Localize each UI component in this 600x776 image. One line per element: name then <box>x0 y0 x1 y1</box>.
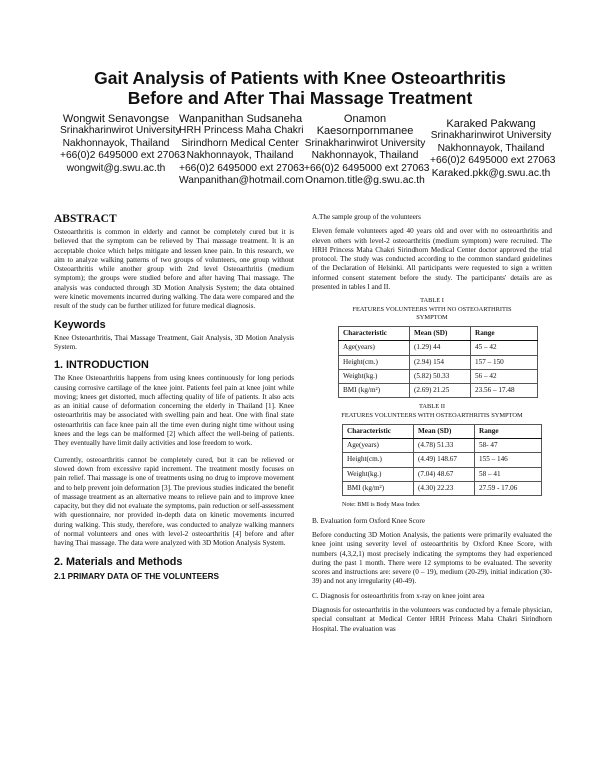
author-block-1 <box>60 113 186 175</box>
table-cell: BMI (kg/m²) <box>339 384 410 398</box>
table-cell: 45 – 42 <box>471 341 538 355</box>
table-cell: Height(cm.) <box>339 355 410 369</box>
author-location: Nakhonnayok, Thailand <box>62 137 170 149</box>
author-phone: +66(0)2 6495000 ext 27063 <box>304 162 430 174</box>
author-affiliation: HRH Princess Maha Chakri <box>179 125 304 137</box>
introduction-paragraph-2: Currently, osteoarthritis cannot be completely cured, but it can be relieved or slowed down from excessive rapid increment. The treatment mostly focuses on pain relief. Thai massage is one of treatments using no drug to improve movement and to help prevent join deformation [3]. The previous studies indicated the benefit of massage treatment as an alternative means to relieve pain and to improve knee capacity, but they did not evaluate the symptoms, pain reduction or self-assessment with questionnaire, nor provided in-depth data on kinetic movements incurred during walking. This study, therefore, was conducted to analyze walking manners of normal volunteers and ones with level-2 osteoarthritis [4] before and after having Thai massage. The data were analyzed with 3D Motion Analysis System. <box>54 455 294 548</box>
table-2 <box>342 424 542 496</box>
author-name: Kaesornpornmanee <box>316 125 414 138</box>
volunteers-subheading: 2.1 PRIMARY DATA OF THE VOLUNTEERS <box>54 571 219 581</box>
column-header: Mean (SD) <box>414 424 475 438</box>
table-cell: 56 – 42 <box>471 369 538 383</box>
table-cell: Weight(kg.) <box>339 369 410 383</box>
author-email[interactable]: Onamon.title@g.swu.ac.th <box>305 175 425 187</box>
table-2-title: FEATURES VOLUNTEERS WITH OSTEOARTHRITIS SYMPTOM <box>341 411 523 419</box>
section-c-heading: C. Diagnosis for osteoarthritis from x-ray on knee joint area <box>312 591 485 600</box>
author-affiliation: Srinakharinwirot University <box>430 130 552 142</box>
keywords-heading: Keywords <box>54 318 106 331</box>
table-cell: 58 – 41 <box>475 467 542 481</box>
table-cell: 58- 47 <box>475 439 542 453</box>
table-header-row <box>339 326 538 340</box>
section-b-text: Before conducting 3D Motion Analysis, the patients were primarily evaluated the knee joint using severity level of osteoarthritis by Oxford Knee Score, with numbers (4,3,2,1) most precisely indicating the symptoms they had experienced during the past 1 month. There were 12 symptoms to be evaluated. The severity scores and instructions are: severe (0 – 19), medium (20-29), initial indication (30-39) and not any irregularity (40-49). <box>312 530 552 586</box>
table-cell: (4.30) 22.23 <box>414 482 475 496</box>
abstract-text: Osteoarthritis is common in elderly and cannot be completely cured but it is believed that the symptom can be relieved by Thai massage treatment. It is an acceptable choice which helps mitigate and lessen knee pain. In this research, we aim to analyze walking patterns of two groups of volunteers, one group without Osteoarthritis while another group with 2nd level Osteoarthritis (medium symptom); the groups were studied before and after having Thai massage. The analysis was conducted through 3D Motion Analysis System; the data obtained were kinetic movements incurred during walking. The data were compared and the result of the study can be further utilized for future medical diagnosis. <box>54 228 294 311</box>
table-row <box>339 384 538 398</box>
table-header-row <box>343 424 542 438</box>
table-cell: (4.78) 51.33 <box>414 439 475 453</box>
table-cell: (4.49) 148.67 <box>414 453 475 467</box>
table-cell: 157 – 150 <box>471 355 538 369</box>
author-phone: +66(0)2 6495000 ext 27063 <box>60 150 186 162</box>
table-1-title: FEATURES VOLUNTEERS WITH NO OSTEOARTHRITIS <box>352 305 512 313</box>
title-line-1: Gait Analysis of Patients with Knee Osteoarthritis <box>94 68 506 88</box>
table-row <box>343 439 542 453</box>
table-1 <box>338 326 538 398</box>
table-cell: (7.04) 48.67 <box>414 467 475 481</box>
author-name: Karaked Pakwang <box>446 118 536 130</box>
author-location: Nakhonnayok, Thailand <box>186 150 294 162</box>
right-column <box>312 213 552 634</box>
table-1-number: TABLE I <box>420 297 444 305</box>
table-row <box>339 355 538 369</box>
author-affiliation: Sirindhorn Medical Center <box>181 137 299 149</box>
left-column <box>54 213 294 582</box>
table-1-title-line-2: SYMPTOM <box>416 313 448 321</box>
table-1-caption <box>312 297 552 322</box>
keywords-text: Knee Osteoarthritis, Thai Massage Treatment, Gait Analysis, 3D Motion Analysis System. <box>54 333 294 351</box>
table-cell: 27.59 - 17.06 <box>475 482 542 496</box>
author-affiliation: Srinakharinwirot University <box>304 137 426 149</box>
table-cell: (2.94) 154 <box>410 355 471 369</box>
author-location: Nakhonnayok, Thailand <box>311 150 419 162</box>
table-row <box>339 369 538 383</box>
author-email[interactable]: Karaked.pkk@g.swu.ac.th <box>431 167 551 179</box>
table-cell: BMI (kg/m²) <box>343 482 414 496</box>
introduction-heading: 1. INTRODUCTION <box>54 359 149 372</box>
author-affiliation: Srinakharinwirot University <box>60 125 181 137</box>
section-a-heading: A.The sample group of the volunteers <box>312 213 421 221</box>
table-cell: Weight(kg.) <box>343 467 414 481</box>
table-cell: 155 – 146 <box>475 453 542 467</box>
section-c-text: Diagnosis for osteoarthritis in the volunteers was conducted by a female physician, special consultant at Medical Center HRH Princess Maha Chakri Sirindhorn Hospital. The evaluation was <box>312 606 552 633</box>
table-cell: Age(years) <box>339 341 410 355</box>
column-header: Characteristic <box>343 424 414 438</box>
table-cell: Age(years) <box>343 439 414 453</box>
introduction-paragraph-1: The Knee Osteoarthritis happens from using knees continuously for long periods causing corrosive cartilage of the knee joint. Patients feel pain at knee joint while moving; knees get distorted, much affecting quality of life of patients. It also acts as an initial cause of deformation concerning the elderly in Thailand [1]. Knee osteoarthritis may be associated with swelling pain and heat. One with final state osteoarthritis can face knee pain all the time even during night time without using knees and the legs can be malformed [2] which affect the well-being of patients. They eventually have limit daily activities and lose freedom to work. <box>54 374 294 448</box>
table-cell: Height(cm.) <box>343 453 414 467</box>
author-block-2 <box>179 113 305 187</box>
author-block-4 <box>430 118 556 180</box>
author-email[interactable]: wongwit@g.swu.ac.th <box>66 162 166 174</box>
table-row <box>343 482 542 496</box>
table-row <box>343 467 542 481</box>
table-cell: 23.56 – 17.48 <box>471 384 538 398</box>
table-row <box>343 453 542 467</box>
methods-heading: 2. Materials and Methods <box>54 555 183 568</box>
author-phone: +66(0)2 6495000 ext 27063 <box>179 162 305 174</box>
column-header: Range <box>475 424 542 438</box>
author-email[interactable]: Wanpanithan@hotmail.com <box>179 175 304 187</box>
table-cell: (2.69) 21.25 <box>410 384 471 398</box>
table-cell: (5.82) 50.33 <box>410 369 471 383</box>
author-name: Onamon <box>343 113 387 125</box>
column-header: Mean (SD) <box>410 326 471 340</box>
author-name: Wongwit Senavongse <box>62 113 170 125</box>
author-location: Nakhonnayok, Thailand <box>437 142 545 154</box>
column-header: Characteristic <box>339 326 410 340</box>
table-row <box>339 341 538 355</box>
author-phone: +66(0)2 6495000 ext 27063 <box>430 155 556 167</box>
table-2-note: Note: BMI is Body Mass Index <box>342 501 420 509</box>
table-cell: (1.29) 44 <box>410 341 471 355</box>
title-line-2: Before and After Thai Massage Treatment <box>127 88 473 108</box>
table-2-caption <box>312 403 552 419</box>
author-block-3 <box>304 113 430 187</box>
paper-title <box>40 68 560 108</box>
table-2-number: TABLE II <box>419 403 445 411</box>
abstract-heading: ABSTRACT <box>54 213 117 225</box>
section-b-heading: B. Evaluation form Oxford Knee Score <box>312 516 425 525</box>
section-a-text: Eleven female volunteers aged 40 years old and over with no osteoarthritis and eleven others with level-2 osteoarthritis (medium symptom) were recruited. The HRH Princess Maha Chakri Sirindhorn Medical Center doctor approved the trial protocol. The study was conducted according to the common standard guidelines of the Declaration of Helsinki. All participants were requested to sign a written informed consent statement before the study. The participants' details are as presented in tables I and II. <box>312 227 552 292</box>
column-header: Range <box>471 326 538 340</box>
author-name: Wanpanithan Sudsaneha <box>179 113 303 125</box>
